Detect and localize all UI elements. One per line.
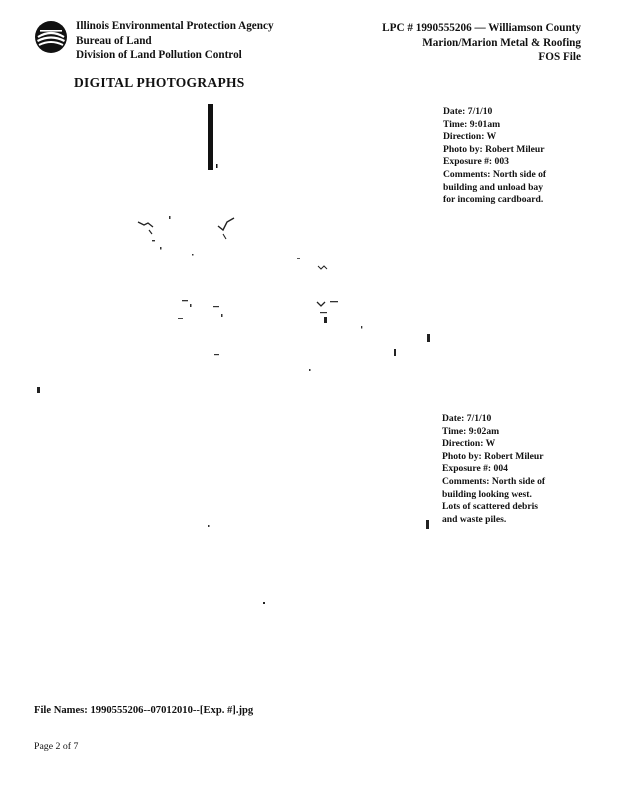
agency-block [76,19,274,63]
photo-1-date: Date: 7/1/10 [443,106,493,117]
photo-2-comment-line: and waste piles. [442,513,507,525]
site-info-block [382,21,581,65]
photo-2-date: Date: 7/1/10 [442,413,492,424]
file-type: FOS File [538,51,581,63]
bureau-name: Bureau of Land [76,34,152,47]
photo-1 [0,96,440,396]
site-name: Marion/Marion Metal & Roofing [422,36,581,49]
photo-2-exposure: Exposure #: 004 [442,463,508,475]
file-names: File Names: 1990555206--07012010--[Exp. #].jpg [34,705,254,716]
photo-1-time: Time: 9:01am [443,118,501,130]
photo-2-time: Time: 9:02am [442,425,500,437]
photo-2-comment-line: Lots of scattered debris [442,501,539,513]
photo-1-comment-line: building and unload bay [443,181,543,193]
photo-1-comment-line: Comments: North side of [443,168,547,180]
photo-1-comment-line: for incoming cardboard. [443,194,544,206]
photo-2-caption [442,413,545,526]
photo-2-comment-line: building looking west. [442,488,532,500]
photo-2 [0,400,440,630]
division-name: Division of Land Pollution Control [76,49,242,61]
photo-2-photographer: Photo by: Robert Mileur [442,450,544,462]
lpc-number: LPC # 1990555206 — Williamson County [382,22,581,34]
photo-1-direction: Direction: W [443,131,497,143]
photo-1-exposure: Exposure #: 003 [443,156,509,168]
photo-2-direction: Direction: W [442,438,496,450]
agency-name: Illinois Environmental Protection Agency [76,20,274,32]
page-title: DIGITAL PHOTOGRAPHS [74,75,245,90]
illinois-epa-seal-icon [34,20,68,54]
photo-2-comment-line: Comments: North side of [442,475,546,487]
photo-1-caption [443,106,546,207]
photo-1-photographer: Photo by: Robert Mileur [443,143,545,155]
page-number: Page 2 of 7 [34,741,79,752]
